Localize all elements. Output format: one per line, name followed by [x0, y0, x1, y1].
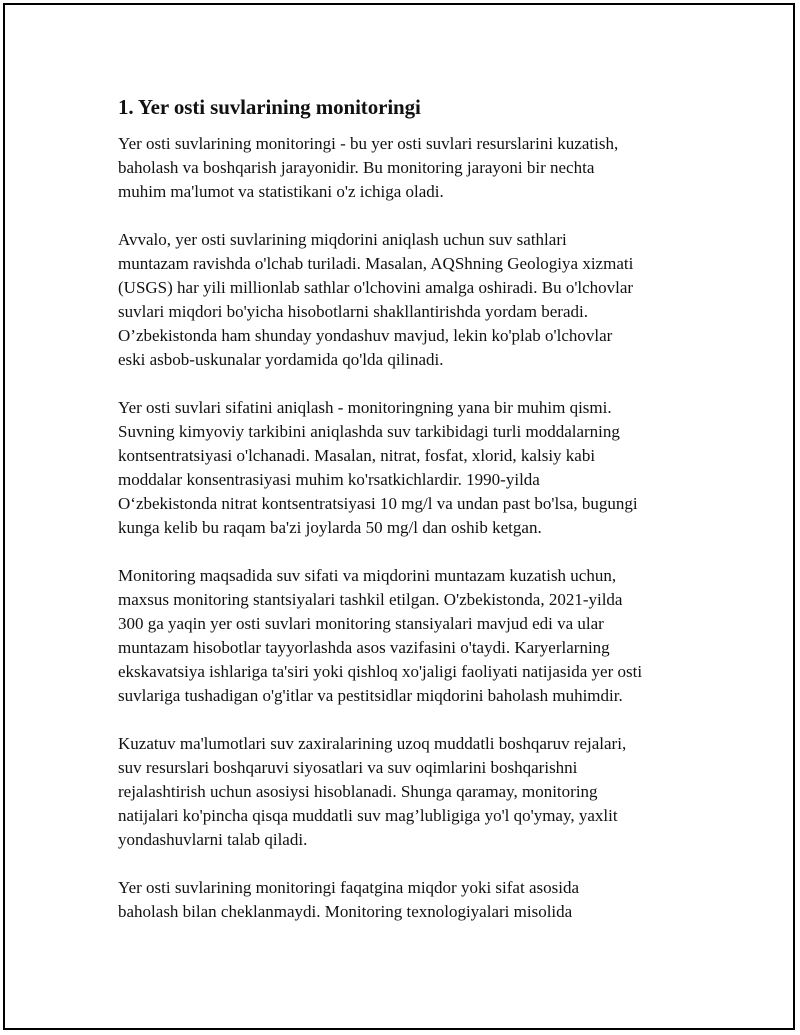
paragraph-technologies: Yer osti suvlarining monitoringi faqatgina miqdor yoki sifat asosida baholash bilan cheklanmaydi. Monitoring texnologiyalari misolida [118, 878, 580, 921]
paragraph-management: Kuzatuv ma'lumotlari suv zaxiralarining uzoq muddatli boshqaruv rejalari, suv resurslari boshqaruvi siyosatlari va suv oqimlarini boshqarishni rejalashtirish uchun asosiysi hisoblanadi. Shunga qaramay, monitoring natijalari ko'pincha qisqa muddatli suv mag’lubligiga yo'l qo'ymay, yaxlit yondashuvlarni talab qiladi. [118, 734, 627, 849]
paragraph-quantity: Avvalo, yer osti suvlarining miqdorini aniqlash uchun suv sathlari muntazam ravishda o'lchab turiladi. Masalan, AQShning Geologiya xizmati (USGS) har yili millionlab sathlar o'lchovini amalga oshiradi. Bu o'lchovlar suvlari miqdori bo'yicha hisobotlarni shakllantirishda yordam beradi. O’zbekistonda ham shunday yondashuv mavjud, lekin ko'plab o'lchovlar eski asbob-uskunalar yordamida qo'lda qilinadi. [118, 230, 634, 369]
paragraph-quality: Yer osti suvlari sifatini aniqlash - monitoringning yana bir muhim qismi. Suvning kimyoviy tarkibini aniqlashda suv tarkibidagi turli moddalarning kontsentratsiyasi o'lchanadi. Masalan, nitrat, fosfat, xlorid, kalsiy kabi moddalar konsentrasiyasi muhim ko'rsatkichlardir. 1990-yilda O‘zbekistonda nitrat kontsentratsiyasi 10 mg/l va undan past bo'lsa, bugungi kunga kelib bu raqam ba'zi joylarda 50 mg/l dan oshib ketgan. [118, 398, 638, 537]
section-heading: 1. Yer osti suvlarining monitoringi [118, 95, 421, 119]
paragraph-intro: Yer osti suvlarining monitoringi - bu yer osti suvlari resurslarini kuzatish, baholash va boshqarish jarayonidir. Bu monitoring jarayoni bir nechta muhim ma'lumot va statistikani o'z ichiga oladi. [118, 134, 619, 201]
paragraph-stations: Monitoring maqsadida suv sifati va miqdorini muntazam kuzatish uchun, maxsus monitoring stantsiyalari tashkil etilgan. O'zbekistonda, 2021-yilda 300 ga yaqin yer osti suvlari monitoring stansiyalari mavjud edi va ular muntazam hisobotlar tayyorlashda asos vazifasini o'taydi. Karyerlarning ekskavatsiya ishlariga ta'siri yoki qishloq xo'jaligi faoliyati natijasida yer osti suvlariga tushadigan o'g'itlar va pestitsidlar miqdorini baholash muhimdir. [118, 566, 643, 705]
document-body [118, 94, 690, 948]
